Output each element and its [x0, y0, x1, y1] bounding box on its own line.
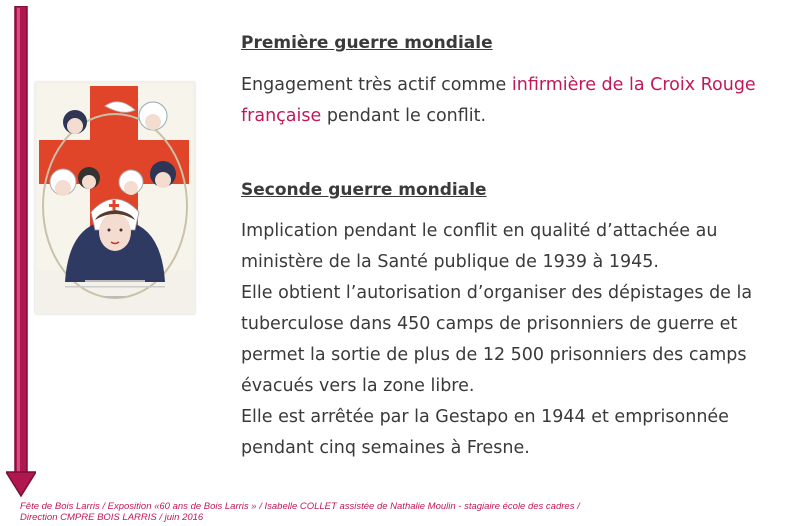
footer-credits: [20, 501, 620, 523]
ww1-text-after: pendant le conflit.: [321, 106, 487, 126]
ww2-paragraph-2: Elle obtient l’autorisation d’organiser des dépistages de la tuberculose dans 450 camps de prisonniers de guerre et permet la sortie de plus de 12 500 prisonniers des camps évacués vers la zone libre.: [241, 283, 753, 396]
main-content: [241, 30, 793, 464]
red-cross-highlight: infirmière de la Croix Rouge française: [241, 75, 756, 126]
timeline-arrow: [6, 6, 36, 498]
nurses-poster-image: [35, 82, 195, 314]
ww1-paragraph: [241, 70, 793, 132]
ww2-paragraph-1: Implication pendant le conflit en qualité d’attachée au ministère de la Santé publique de 1939 à 1945.: [241, 221, 718, 272]
ww2-paragraph-3: Elle est arrêtée par la Gestapo en 1944 et emprisonnée pendant cinq semaines à Fresne.: [241, 407, 729, 458]
section-heading-ww1: Première guerre mondiale: [241, 33, 493, 53]
red-cross-nurses-illustration: [35, 82, 195, 314]
footer-line-2: Direction CMPRE BOIS LARRIS / juin 2016: [20, 512, 204, 523]
ww1-text-before: Engagement très actif comme: [241, 75, 512, 95]
footer-line-1: Fête de Bois Larris / Exposition «60 ans de Bois Larris » / Isabelle COLLET assistée de Nathalie Moulin - stagiaire école des cadres /: [20, 501, 580, 512]
section-heading-ww2: Seconde guerre mondiale: [241, 180, 487, 200]
